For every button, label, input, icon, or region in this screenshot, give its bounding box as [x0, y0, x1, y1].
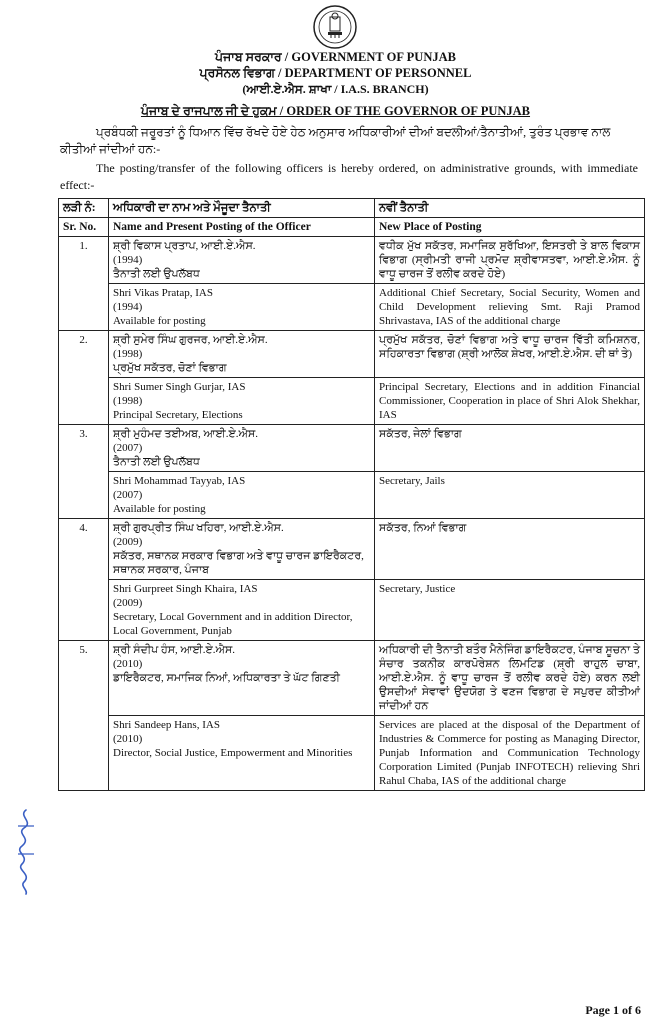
header-government: ਪੰਜਾਬ ਸਰਕਾਰ / GOVERNMENT OF PUNJAB [215, 50, 456, 64]
intro-punjabi: ਪ੍ਰਬੰਧਕੀ ਜਰੂਰਤਾਂ ਨੂੰ ਧਿਆਨ ਵਿੱਚ ਰੱਖਦੇ ਹੋਏ ਹੇਠ ਅਨੁਸਾਰ ਅਧਿਕਾਰੀਆਂ ਦੀਆਂ ਬਦਲੀਆਂ/ਤੈਨਾਤੀਆਂ, ਤੁਰੰਤ ਪ੍ਰਭਾਵ ਨਾਲ ਕੀਤੀਆਂ ਜਾਂਦੀਆਂ ਹਨ:- [60, 125, 611, 156]
present-posting-pa: ਤੈਨਾਤੀ ਲਈ ਉਪਲੱਬਧ [113, 268, 200, 280]
new-posting-pa: ਵਧੀਕ ਮੁੱਖ ਸਕੱਤਰ, ਸਮਾਜਿਕ ਸੁਰੱਖਿਆ, ਇਸਤਰੀ ਤੇ ਬਾਲ ਵਿਕਾਸ ਵਿਭਾਗ (ਸ੍ਰੀਮਤੀ ਰਾਜੀ ਪ੍ਰਮੋਦ ਸ਼੍ਰੀਵਾਸਤਵਾ, ਆਈ.ਏ.ਐਸ. ਨੂੰ ਵਾਧੂ ਚਾਰਜ ਤੋਂ ਰਲੀਵ ਕਰਦੇ ਹੋਏ) [375, 237, 645, 284]
officer-batch-en: (1994) [113, 301, 143, 313]
officer-cell-pa [109, 331, 375, 378]
table-row [59, 425, 645, 472]
officer-batch-pa: (2007) [113, 442, 143, 454]
officer-name-pa: ਸ਼੍ਰੀ ਸੰਦੀਪ ਹੰਸ, ਆਈ.ਏ.ਐਸ. [113, 644, 236, 656]
header-officer-pa: ਅਧਿਕਾਰੀ ਦਾ ਨਾਮ ਅਤੇ ਮੌਜੂਦਾ ਤੈਨਾਤੀ [109, 199, 375, 218]
officer-name-en: Shri Sandeep Hans, IAS [113, 719, 220, 731]
header-sr-en: Sr. No. [59, 218, 109, 237]
header-sr-pa: ਲੜੀ ਨੰ: [59, 199, 109, 218]
officer-name-pa: ਸ਼੍ਰੀ ਗੁਰਪ੍ਰੀਤ ਸਿੰਘ ਖਹਿਰਾ, ਆਈ.ਏ.ਐਸ. [113, 522, 284, 534]
present-posting-pa: ਡਾਇਰੈਕਟਰ, ਸਮਾਜਿਕ ਨਿਆਂ, ਅਧਿਕਾਰਤਾ ਤੇ ਘੱਟ ਗਿਣਤੀ [113, 672, 340, 684]
officer-cell-pa [109, 237, 375, 284]
table-row [59, 284, 645, 331]
officer-cell-en [109, 284, 375, 331]
new-posting-pa: ਸਕੱਤਰ, ਨਿਆਂ ਵਿਭਾਗ [375, 519, 645, 580]
officer-name-pa: ਸ਼੍ਰੀ ਮੁਹੰਮਦ ਤਈਅਬ, ਆਈ.ਏ.ਐਸ. [113, 428, 259, 440]
intro-english: The posting/transfer of the following officers is hereby ordered, on administrative grounds, with immediate effect:- [60, 161, 638, 192]
officer-name-pa: ਸ਼੍ਰੀ ਸੁਮੇਰ ਸਿੰਘ ਗੁਰਜਰ, ਆਈ.ਏ.ਐਸ. [113, 334, 268, 346]
officer-name-en: Shri Sumer Singh Gurjar, IAS [113, 381, 246, 393]
new-posting-pa: ਅਧਿਕਾਰੀ ਦੀ ਤੈਨਾਤੀ ਬਤੌਰ ਮੈਨੇਜਿੰਗ ਡਾਇਰੈਕਟਰ, ਪੰਜਾਬ ਸੂਚਨਾ ਤੇ ਸੰਚਾਰ ਤਕਨੀਕ ਕਾਰਪੋਰੇਸ਼ਨ ਲਿਮਟਿਡ (ਸ਼੍ਰੀ ਰਾਹੁਲ ਚਾਬਾ, ਆਈ.ਏ.ਐਸ. ਨੂੰ ਵਾਧੂ ਚਾਰਜ ਤੋਂ ਰਲੀਵ ਕਰਦੇ ਹੋਏ) ਕਰਨ ਲਈ ਉਸਦੀਆਂ ਸੇਵਾਵਾਂ ਉਦਯੋਗ ਤੇ ਵਣਜ ਵਿਭਾਗ ਦੇ ਸਪੁਰਦ ਕੀਤੀਆਂ ਜਾਂਦੀਆਂ ਹਨ [375, 641, 645, 716]
officer-batch-en: (2007) [113, 489, 143, 501]
table-row [59, 641, 645, 716]
officer-batch-pa: (2009) [113, 536, 143, 548]
officer-cell-en [109, 716, 375, 791]
present-posting-en: Available for posting [113, 315, 206, 327]
header-new-pa: ਨਵੀਂ ਤੈਨਾਤੀ [375, 199, 645, 218]
table-header-punjabi [59, 199, 645, 218]
present-posting-pa: ਤੈਨਾਤੀ ਲਈ ਉਪਲੱਬਧ [113, 456, 200, 468]
order-title: ਪੰਜਾਬ ਦੇ ਰਾਜਪਾਲ ਜੀ ਦੇ ਹੁਕਮ / ORDER OF THE GOVERNOR OF PUNJAB [140, 104, 531, 118]
new-posting-pa: ਸਕੱਤਰ, ਜੇਲਾਂ ਵਿਭਾਗ [375, 425, 645, 472]
officer-cell-en [109, 472, 375, 519]
table-row [59, 519, 645, 580]
officer-batch-en: (1998) [113, 395, 143, 407]
officer-batch-pa: (2010) [113, 658, 143, 670]
present-posting-en: Secretary, Local Government and in addition Director, Local Government, Punjab [113, 611, 353, 637]
officer-cell-pa [109, 519, 375, 580]
present-posting-en: Principal Secretary, Elections [113, 409, 243, 421]
table-row [59, 331, 645, 378]
header-branch: (ਆਈ.ਏ.ਐਸ. ਸ਼ਾਖਾ / I.A.S. BRANCH) [242, 82, 429, 96]
header-department: ਪ੍ਰਸੋਨਲ ਵਿਭਾਗ / DEPARTMENT OF PERSONNEL [199, 66, 472, 80]
officer-name-en: Shri Vikas Pratap, IAS [113, 287, 213, 299]
present-posting-en: Available for posting [113, 503, 206, 515]
new-posting-pa: ਪ੍ਰਮੁੱਖ ਸਕੱਤਰ, ਚੋਣਾਂ ਵਿਭਾਗ ਅਤੇ ਵਾਧੂ ਚਾਰਜ ਵਿੱਤੀ ਕਮਿਸ਼ਨਰ, ਸਹਿਕਾਰਤਾ ਵਿਭਾਗ (ਸ਼੍ਰੀ ਆਲੋਕ ਸ਼ੇਖਰ, ਆਈ.ਏ.ਐਸ. ਦੀ ਥਾਂ ਤੇ) [375, 331, 645, 378]
serial-number: 1. [59, 237, 109, 331]
handwritten-signature [10, 806, 42, 898]
officer-batch-en: (2010) [113, 733, 143, 745]
officer-name-en: Shri Gurpreet Singh Khaira, IAS [113, 583, 258, 595]
officer-batch-pa: (1994) [113, 254, 143, 266]
officer-batch-pa: (1998) [113, 348, 143, 360]
officer-cell-pa [109, 425, 375, 472]
officer-cell-en [109, 580, 375, 641]
officer-cell-en [109, 378, 375, 425]
table-row [59, 472, 645, 519]
header-new-en: New Place of Posting [375, 218, 645, 237]
serial-number: 2. [59, 331, 109, 425]
present-posting-pa: ਸਕੱਤਰ, ਸਥਾਨਕ ਸਰਕਾਰ ਵਿਭਾਗ ਅਤੇ ਵਾਧੂ ਚਾਰਜ ਡਾਇਰੈਕਟਰ, ਸਥਾਨਕ ਸਰਕਾਰ, ਪੰਜਾਬ [113, 550, 364, 576]
table-row [59, 580, 645, 641]
table-row [59, 716, 645, 791]
serial-number: 3. [59, 425, 109, 519]
present-posting-en: Director, Social Justice, Empowerment and Minorities [113, 747, 353, 759]
header-officer-en: Name and Present Posting of the Officer [109, 218, 375, 237]
officer-name-en: Shri Mohammad Tayyab, IAS [113, 475, 246, 487]
new-posting-en: Secretary, Jails [375, 472, 645, 519]
page-number: Page 1 of 6 [585, 1003, 641, 1017]
officer-batch-en: (2009) [113, 597, 143, 609]
officer-name-pa: ਸ਼੍ਰੀ ਵਿਕਾਸ ਪ੍ਰਤਾਪ, ਆਈ.ਏ.ਐਸ. [113, 240, 256, 252]
table-row [59, 378, 645, 425]
serial-number: 4. [59, 519, 109, 641]
present-posting-pa: ਪ੍ਰਮੁੱਖ ਸਕੱਤਰ, ਚੋਣਾਂ ਵਿਭਾਗ [113, 362, 227, 374]
table-row [59, 237, 645, 284]
new-posting-en: Services are placed at the disposal of the Department of Industries & Commerce for posting as Managing Director, Punjab Information and Communication Technology Corporation Limited (Punjab INFOTECH) relieving Shri Rahul Chaba, IAS of the additional charge [375, 716, 645, 791]
officer-cell-pa [109, 641, 375, 716]
new-posting-en: Additional Chief Secretary, Social Security, Women and Child Development relieving Smt. Raji Pramod Shrivastava, IAS of the additional charge [375, 284, 645, 331]
posting-table [58, 198, 645, 791]
table-header-english [59, 218, 645, 237]
new-posting-en: Principal Secretary, Elections and in addition Financial Commissioner, Cooperation in place of Shri Alok Shekhar, IAS [375, 378, 645, 425]
serial-number: 5. [59, 641, 109, 791]
new-posting-en: Secretary, Justice [375, 580, 645, 641]
government-emblem-icon [312, 4, 358, 50]
